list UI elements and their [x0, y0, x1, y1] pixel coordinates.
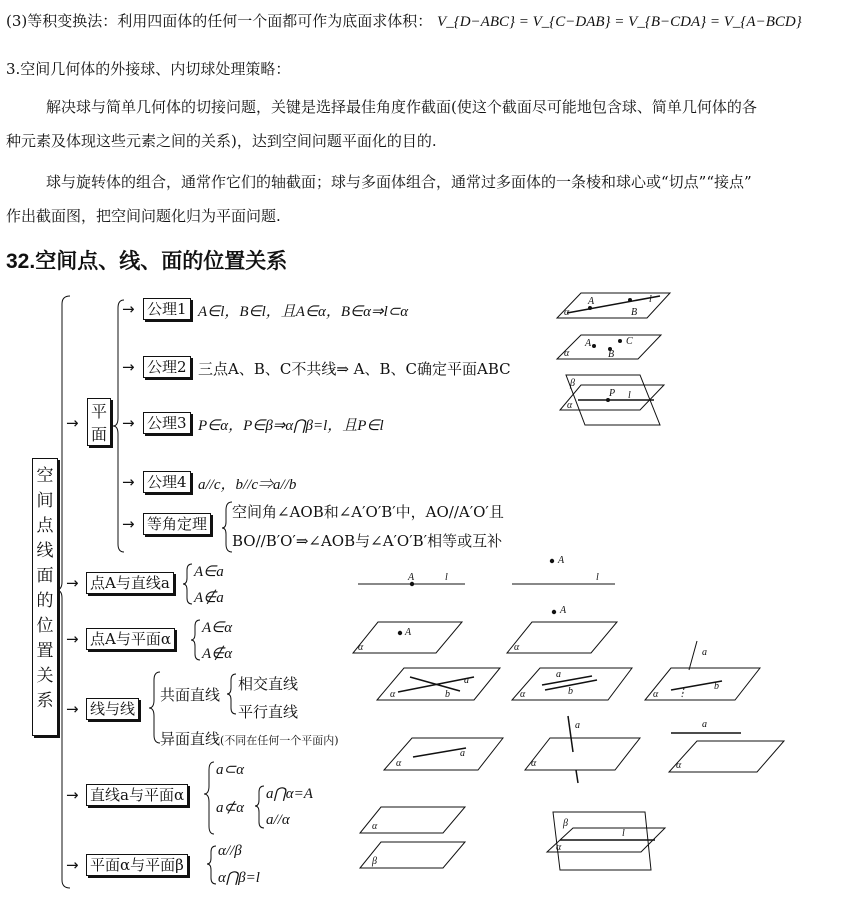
- point-plane-box: 点A与平面α: [86, 628, 175, 650]
- svg-text:l: l: [622, 828, 625, 839]
- svg-text:a: a: [556, 669, 561, 680]
- paragraph-2-line-2: 作出截面图，把空间问题化归为平面问题.: [6, 207, 281, 225]
- arrow-icon: →: [122, 473, 135, 491]
- svg-text:β: β: [372, 856, 377, 867]
- svg-text:A: A: [585, 338, 592, 349]
- coplanar-parallel: 平行直线: [238, 703, 299, 721]
- plane-fig-line-parallel: [669, 741, 784, 772]
- arrow-icon: →: [122, 414, 135, 432]
- svg-text:a: a: [702, 647, 707, 658]
- svg-text:α: α: [564, 348, 570, 359]
- paragraph-2-line-1: 球与旋转体的组合，通常作它们的轴截面；球与多面体组合，通常过多面体的一条棱和球心或“切点”“接点”: [46, 173, 752, 191]
- line-plane-notin: a⊄α: [216, 800, 244, 816]
- point-line-case-in: A∈a: [194, 564, 224, 580]
- axiom-2-text: 三点A、B、C不共线⇒ A、B、C确定平面ABC: [198, 360, 511, 378]
- svg-text:A: A: [560, 605, 567, 616]
- equal-angle-box: 等角定理: [143, 513, 211, 535]
- svg-text:α: α: [556, 842, 562, 853]
- root-node-box: 空 间 点 线 面 的 位 置 关 系: [32, 458, 58, 736]
- svg-text:l: l: [596, 572, 599, 583]
- axiom-2-box: 公理2: [143, 356, 191, 378]
- axiom-3-text: P∈α，P∈β⇒α⋂β=l，且P∈l: [198, 418, 384, 434]
- paragraph-1-line-1: 解决球与简单几何体的切接问题，关键是选择最佳角度作截面(使这个截面尽可能地包含球、简单几何体的各: [46, 98, 757, 116]
- svg-text:B: B: [631, 307, 638, 318]
- line-plane-parallel: a//α: [266, 812, 290, 828]
- line-line-box: 线与线: [86, 698, 139, 720]
- svg-text:A: A: [405, 627, 412, 638]
- equal-angle-line-2: BO//B′O′⇒∠AOB与∠A′O′B′相等或互补: [232, 532, 503, 550]
- plane-fig-line-in: [384, 738, 503, 770]
- arrow-icon: →: [122, 300, 135, 318]
- svg-text:α: α: [564, 307, 570, 318]
- svg-text:b: b: [714, 681, 719, 692]
- line-l-axiom1: [567, 296, 660, 313]
- axiom-1-box: 公理1: [143, 298, 191, 320]
- svg-text:α: α: [372, 821, 378, 832]
- svg-text:a: a: [702, 719, 707, 730]
- svg-text:C: C: [626, 336, 633, 347]
- arrow-icon: →: [66, 630, 79, 648]
- svg-text:β: β: [563, 818, 568, 829]
- svg-text:A: A: [408, 572, 415, 583]
- point-line-case-out: A∉a: [194, 590, 224, 606]
- line-plane-box: 直线a与平面α: [86, 784, 188, 806]
- axiom-4-text: a//c，b//c⇒a//b: [198, 477, 297, 493]
- item-3-title: 3.空间几何体的外接球、内切球处理策略：: [6, 60, 291, 78]
- point-plane-case-in: A∈α: [202, 620, 233, 636]
- point-line-box: 点A与直线a: [86, 572, 174, 594]
- plane-plane-box: 平面α与平面β: [86, 854, 188, 876]
- svg-text:α: α: [390, 689, 396, 700]
- svg-text:l: l: [649, 294, 652, 305]
- svg-text:a: a: [460, 748, 465, 759]
- plane-node-box: 平 面: [87, 398, 111, 446]
- arrow-icon: →: [122, 358, 135, 376]
- coplanar-intersect: 相交直线: [238, 675, 299, 693]
- plane-alpha-fig2: [507, 622, 617, 653]
- arrow-icon: →: [66, 786, 79, 804]
- point-plane-case-out: A∉α: [202, 646, 233, 662]
- arrow-icon: →: [122, 515, 135, 533]
- intro-line-1: (3)等积变换法：利用四面体的任何一个面都可作为底面求体积： V_{D−ABC} = V_{C−DAB} = V_{B−CDA} = V_{A−BCD}: [6, 12, 802, 30]
- svg-text:α: α: [514, 642, 520, 653]
- svg-text:α: α: [653, 689, 659, 700]
- axiom-3-box: 公理3: [143, 412, 191, 434]
- coplanar-label: 共面直线: [160, 686, 221, 704]
- arrow-icon: →: [66, 856, 79, 874]
- svg-text:b: b: [568, 686, 573, 697]
- line-plane-intersect: a⋂α=A: [266, 786, 313, 802]
- plane-plane-intersect: α⋂β=l: [218, 870, 260, 886]
- arrow-icon: →: [66, 414, 79, 432]
- axiom-1-text: A∈l，B∈l，且A∈α，B∈α⇒l⊂α: [198, 304, 409, 320]
- svg-text:α: α: [520, 689, 526, 700]
- svg-text:a: a: [464, 675, 469, 686]
- svg-text:α: α: [531, 758, 537, 769]
- svg-text:P: P: [609, 388, 616, 399]
- axiom-4-box: 公理4: [143, 471, 191, 493]
- svg-text:a: a: [575, 720, 580, 731]
- plane-fig-line-cross: [525, 738, 640, 770]
- line-plane-in: a⊂α: [216, 762, 244, 778]
- arrow-icon: →: [66, 574, 79, 592]
- svg-text:α: α: [567, 400, 573, 411]
- svg-text:A: A: [558, 555, 565, 566]
- svg-text:β: β: [570, 378, 575, 389]
- svg-text:A: A: [588, 296, 595, 307]
- arrow-icon: →: [66, 700, 79, 718]
- svg-text:α: α: [396, 758, 402, 769]
- equal-angle-line-1: 空间角∠AOB和∠A′O′B′中，AO//A′O′且: [232, 503, 504, 521]
- svg-text:α: α: [358, 642, 364, 653]
- svg-text:l: l: [445, 572, 448, 583]
- volume-formula: V_{D−ABC} = V_{C−DAB} = V_{B−CDA} = V_{A−BCD}: [437, 14, 802, 30]
- paragraph-1-line-2: 种元素及体现这些元素之间的关系)，达到空间问题平面化的目的.: [6, 132, 437, 150]
- svg-text:α: α: [676, 760, 682, 771]
- plane-plane-parallel: α//β: [218, 843, 242, 859]
- svg-text:l: l: [628, 390, 631, 401]
- skew-lines: 异面直线(不同在任何一个平面内): [160, 730, 339, 748]
- section-title: 32.空间点、线、面的位置关系: [6, 250, 288, 273]
- svg-text:B: B: [608, 349, 615, 360]
- svg-text:b: b: [445, 689, 450, 700]
